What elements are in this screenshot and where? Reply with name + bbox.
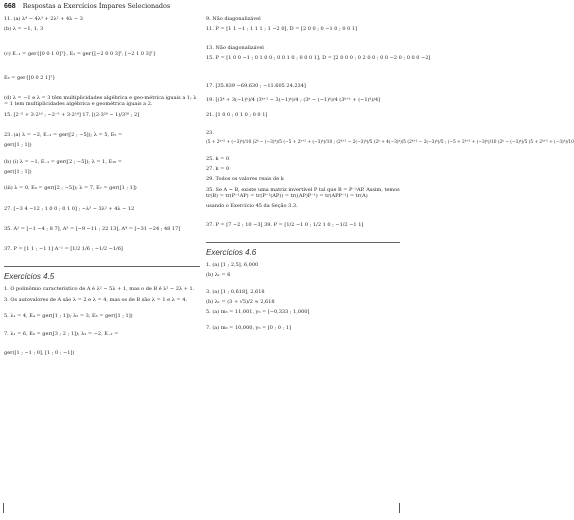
answer-5a: 5. (a) m₅ = 11,001, y₅ = [−0,333 ; 1,000] bbox=[206, 309, 310, 316]
answer-11c: (c) E₋₁ = ger{[0 0 1 0]ᵀ}, E₁ = ger{[−2 0 0 3]ᵀ, [−2 1 0 3]ᵀ} bbox=[4, 50, 157, 57]
running-title: Respostas a Exercícios Ímpares Selecionados bbox=[22, 2, 171, 10]
answer-3a: 3. (a) [1 ; 0,618], 2,618 bbox=[206, 288, 265, 295]
answer-3b: (b) λ₁ = (3 + √5)/2 ≈ 2,618 bbox=[206, 298, 275, 305]
answer-23-right: 23. bbox=[206, 130, 214, 137]
answer-23b-cont: ger([1 ; 1]) bbox=[4, 168, 32, 175]
section-title-4-5: Exercícios 4.5 bbox=[4, 272, 55, 282]
section-divider-right bbox=[206, 242, 400, 243]
answer-9: 9. Não diagonalizável bbox=[206, 16, 261, 22]
margin-mark-right bbox=[399, 503, 400, 513]
answer-23-cont: ger([1 ; 1]) bbox=[4, 142, 32, 149]
answer-37: 37. P = [1 1 ; −1 1] A⁻¹ = [1/2 1/6 ; −1/2 −1/6] bbox=[4, 246, 123, 253]
answer-25: 25. k = 0 bbox=[206, 155, 230, 162]
page-header bbox=[4, 2, 170, 10]
right-column bbox=[206, 16, 574, 336]
answer-27: 27. [−3 4 −12 ; 1 0 0 ; 0 1 0] ; −λ³ − 3λ² + 4λ − 12 bbox=[4, 205, 135, 212]
answer-7a: 7. (a) m₆ = 10,000, y₅ = [0 ; 0 ; 1] bbox=[206, 325, 291, 332]
answer-1a: 1. (a) [1 ; 2,5], 6,000 bbox=[206, 261, 259, 268]
answer-11d: (d) λ = −1 e λ = 3 têm multiplicidades algébrica e geo-métrica iguais a 1; λ = 1 tem multiplicidades algébrica e geométrica iguais a 2. bbox=[4, 95, 197, 108]
answer-23b: (b) (i) λ = −1, E₋₁ = ger([2 ; −5]); λ = 1, E₁₀ = bbox=[4, 158, 122, 165]
answer-23iii: (iii) λ = 0, E₀ = ger([2 ; −5]); λ = 7, E₇ = ger([1 ; 1]) bbox=[4, 185, 137, 192]
answer-13: 13. Não diagonalizável bbox=[206, 44, 264, 51]
section-divider bbox=[4, 266, 200, 267]
answer-21: 21. [1 0 0 ; 0 1 0 ; 0 0 1] bbox=[206, 111, 268, 118]
margin-mark-left bbox=[3, 503, 4, 513]
answer-1: 1. O polinômio característico de A é λ² − 5λ + 1, mas o de B é λ² − 2λ + 1. bbox=[4, 286, 195, 293]
answer-37-39: 37. P = [7 −2 ; 10 −3] 39. P = [1/2 −1 0 ; 1/2 1 0 ; −1/2 −1 1] bbox=[206, 221, 364, 228]
answer-35-ref: usando o Exercício 45 da Seção 3.3. bbox=[206, 203, 298, 210]
answer-7: 7. λ₁ = 6, E₆ = ger([3 ; 2 ; 1]); λ₂ = −2, E₋₂ = bbox=[4, 331, 119, 338]
answer-23-matrix: (5 + 2ᵏ⁺² + (−3)ᵏ)/10 (2ᵏ − (−3)ᵏ)/5 (−5 + 2ᵏ⁺² + (−3)ᵏ)/10 ; (2ᵏ⁺¹ − 2(−3)ᵏ)/5 (2ᵏ + 4(−3)ᵏ)/5 (2ᵏ⁺¹ − 2(−3)ᵏ)/5 ; (−5 + 2ᵏ⁺² + (−3)ᵏ)/10 (2ᵏ − (−3)ᵏ)/5 (5 + 2ᵏ⁺² + (−3)ᵏ)/10 bbox=[206, 140, 574, 146]
answer-15-right: 15. P = [1 0 0 −1 ; 0 1 0 0 ; 0 0 1 0 ; 0 0 0 1], D = [2 0 0 0 ; 0 2 0 0 ; 0 0 −2 0 ; 0 0 0 −2] bbox=[206, 54, 431, 61]
answer-23: 23. (a) λ = −2, E₋₂ = ger([2 ; −5]); λ = 5, E₅ = bbox=[4, 132, 123, 139]
page-number: 668 bbox=[4, 3, 16, 10]
answer-3: 3. Os autovalores de A são λ = 2 e λ = 4, mas os de B são λ = 1 e λ = 4. bbox=[4, 296, 187, 303]
answer-19: 19. [(3ᵏ + 3(−1)ᵏ)/4 (3ᵏ⁺¹ − 3(−1)ᵏ)/4 ; (3ᵏ − (−1)ᵏ)/4 (3ᵏ⁺¹ + (−1)ᵏ)/4] bbox=[206, 97, 381, 104]
answer-5: 5. λ₁ = 4, E₄ = ger([1 ; 1]); λ₂ = 3, E₃ = ger([1 ; 1]) bbox=[4, 313, 133, 320]
answer-11b: (b) λ = −1, 1, 3 bbox=[4, 26, 44, 33]
answer-17-right: 17. [35.839 −69.630 ; −11.605 24.234] bbox=[206, 83, 306, 90]
answer-11c-e1: E₃ = ger{[0 0 2 1]ᵀ} bbox=[4, 74, 56, 81]
answer-27-right: 27. k = 0 bbox=[206, 166, 230, 173]
answer-29: 29. Todos os valores reais de k bbox=[206, 176, 284, 183]
left-column bbox=[4, 16, 200, 360]
section-title-4-6: Exercícios 4.6 bbox=[206, 247, 257, 257]
answer-11: 11. (a) λ⁴ − 4λ³ + 2λ² + 4λ − 3 bbox=[4, 16, 83, 22]
answer-35: 35. A² = [−1 −4 ; 8 7], A³ = [−9 −11 ; 22 13], A⁴ = [−31 −24 ; 48 17] bbox=[4, 225, 181, 232]
answer-35-right: 35. Se A ~ B, existe uma matriz invertível P tal que B = P⁻¹AP. Assim, temos tr(B) = tr(P⁻¹AP) = tr(P⁻¹(AP)) = tr((AP)P⁻¹) = tr(APP⁻¹) = tr(A) bbox=[206, 186, 400, 200]
answer-7-cont: ger([1 ; −1 ; 0], [1 ; 0 ; −1]) bbox=[4, 349, 75, 356]
answer-15-17: 15. [2⁻⁵ + 3·2¹⁰ ; −2⁻⁵ + 3·2¹⁰] 17. [(2·3²⁰ − 1)/3²⁰ ; 2] bbox=[4, 111, 140, 118]
answer-11-right: 11. P = [1 1 −1 ; 1 1 1 ; 1 −2 0], D = [2 0 0 ; 0 −1 0 ; 0 0 1] bbox=[206, 26, 357, 33]
answer-1b: (b) λ₁ = 6 bbox=[206, 272, 231, 279]
